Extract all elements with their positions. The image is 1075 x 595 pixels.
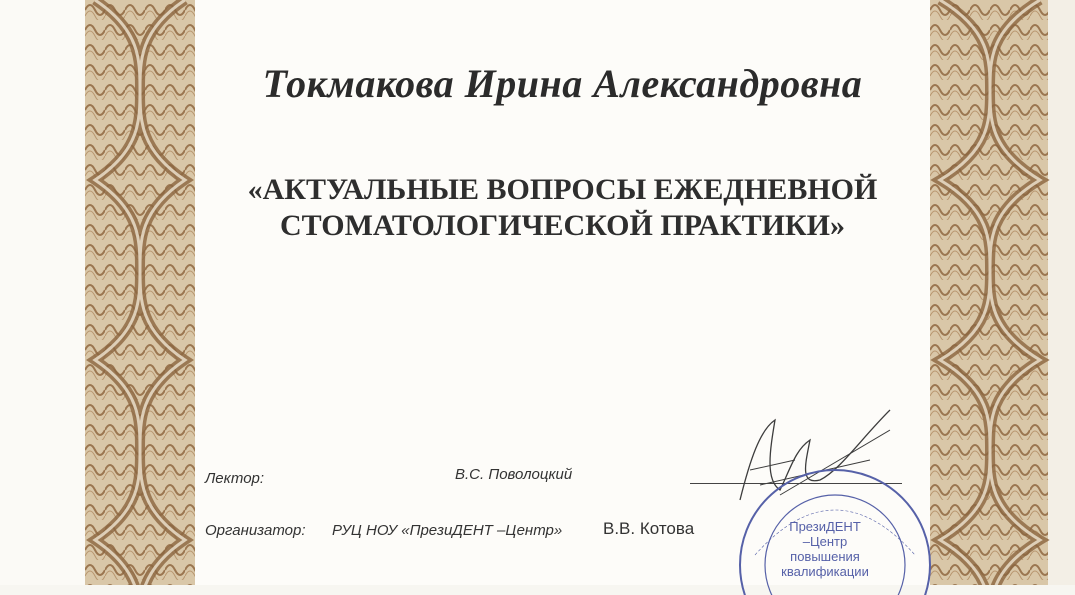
decorative-border-right — [930, 0, 1075, 585]
organizer-label: Организатор: — [205, 522, 306, 539]
lector-label: Лектор: — [205, 470, 265, 487]
course-title-line-1: «АКТУАЛЬНЫЕ ВОПРОСЫ ЕЖЕДНЕВНОЙ — [247, 173, 878, 206]
course-title-line-2: СТОМАТОЛОГИЧЕСКОЙ ПРАКТИКИ» — [279, 209, 846, 242]
stamp-text — [770, 519, 880, 579]
stamp-line-3: повышения — [790, 549, 860, 564]
stamp-line-1: ПрезиДЕНТ — [789, 519, 861, 534]
stamp-line-4: квалификации — [781, 564, 869, 579]
organizer-person: В.В. Котова — [603, 519, 695, 538]
lector-name: В.С. Поволоцкий — [455, 466, 573, 483]
decorative-border-left — [85, 0, 195, 585]
organizer-value: РУЦ НОУ «ПрезиДЕНТ –Центр» — [332, 522, 563, 539]
course-title — [195, 172, 930, 244]
recipient-name: Токмакова Ирина Александровна — [262, 61, 863, 106]
stamp-line-2: –Центр — [802, 534, 848, 549]
